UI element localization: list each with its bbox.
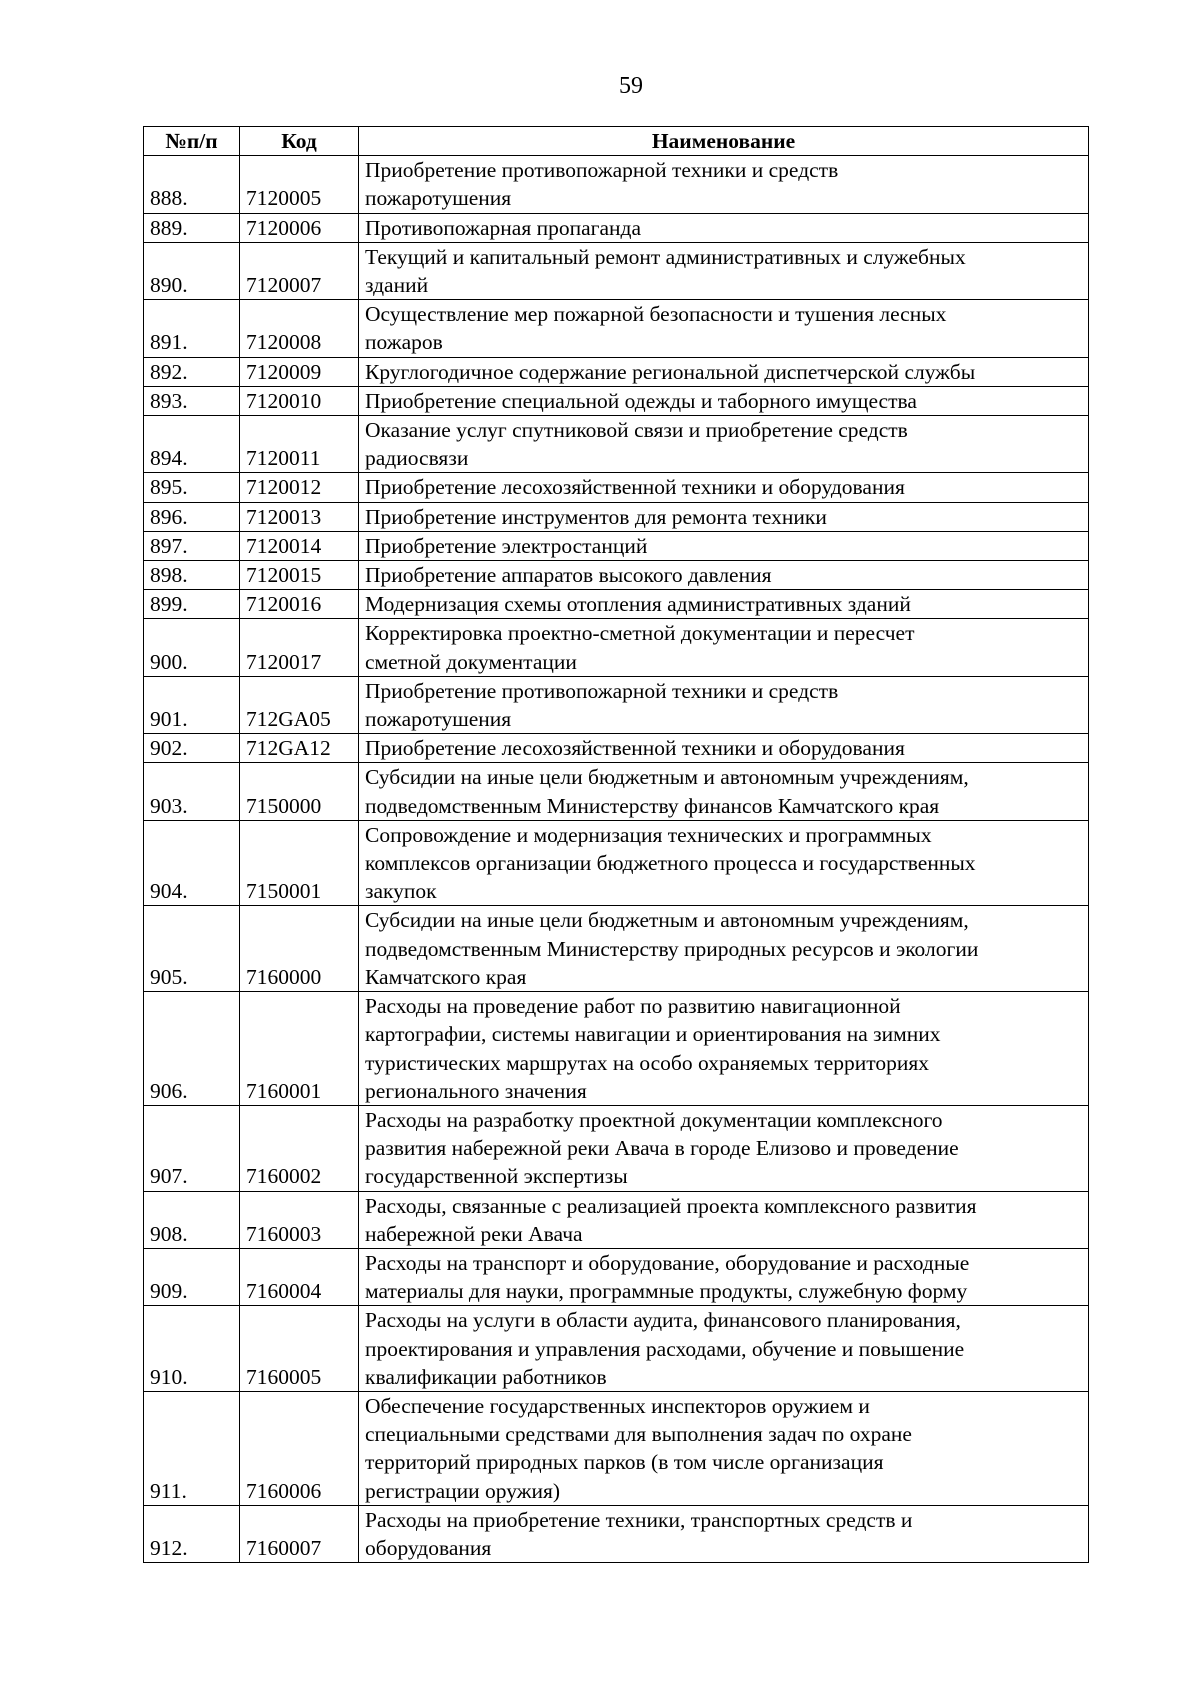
row-number: 889. <box>144 213 240 242</box>
row-name-line: сметной документации <box>365 649 577 674</box>
table-header-row <box>144 127 1089 156</box>
row-name <box>359 820 1089 906</box>
row-name-line: Текущий и капитальный ремонт административных и служебных <box>365 244 966 269</box>
row-name-line: Оказание услуг спутниковой связи и приобретение средств <box>365 418 908 443</box>
row-number: 909. <box>144 1248 240 1305</box>
budget-codes-table <box>143 126 1089 1563</box>
table-body <box>144 156 1089 1563</box>
row-name-line: Корректировка проектно-сметной документации и пересчет <box>365 621 915 646</box>
row-name <box>359 213 1089 242</box>
table-row <box>144 242 1089 299</box>
table-row <box>144 676 1089 733</box>
row-code: 7160001 <box>240 992 359 1106</box>
row-name-line: пожаров <box>365 330 443 355</box>
row-code: 7160003 <box>240 1191 359 1248</box>
row-code: 7160004 <box>240 1248 359 1305</box>
row-name-line: специальными средствами для выполнения задач по охране <box>365 1422 912 1447</box>
row-name-line: Расходы на транспорт и оборудование, оборудование и расходные <box>365 1250 970 1275</box>
row-name <box>359 561 1089 590</box>
row-number: 897. <box>144 531 240 560</box>
row-code: 7120009 <box>240 357 359 386</box>
row-code: 7120006 <box>240 213 359 242</box>
row-name-line: материалы для науки, программные продукты, служебную форму <box>365 1279 968 1304</box>
table-row <box>144 763 1089 820</box>
row-name-line: Приобретение противопожарной техники и средств <box>365 678 839 703</box>
row-code: 7160000 <box>240 906 359 992</box>
table-row <box>144 386 1089 415</box>
row-name-line: регионального значения <box>365 1078 587 1103</box>
row-number: 907. <box>144 1105 240 1191</box>
row-name-line: картографии, системы навигации и ориентирования на зимних <box>365 1022 941 1047</box>
row-name <box>359 300 1089 357</box>
row-name <box>359 1391 1089 1505</box>
row-code: 7120014 <box>240 531 359 560</box>
row-name <box>359 473 1089 502</box>
row-number: 890. <box>144 242 240 299</box>
row-number: 900. <box>144 619 240 676</box>
table-row <box>144 734 1089 763</box>
row-code: 7120010 <box>240 386 359 415</box>
row-code: 7120012 <box>240 473 359 502</box>
row-number: 888. <box>144 156 240 213</box>
row-name-line: Расходы на услуги в области аудита, финансового планирования, <box>365 1308 961 1333</box>
row-name-line: квалификации работников <box>365 1364 607 1389</box>
row-name-line: Расходы на приобретение техники, транспортных средств и <box>365 1507 913 1532</box>
row-number: 912. <box>144 1505 240 1562</box>
row-name-line: развития набережной реки Авача в городе Елизово и проведение <box>365 1136 959 1161</box>
row-code: 7120011 <box>240 416 359 473</box>
row-code: 7120015 <box>240 561 359 590</box>
row-code: 7150001 <box>240 820 359 906</box>
row-name <box>359 242 1089 299</box>
row-name-line: регистрации оружия) <box>365 1478 561 1503</box>
row-name-line: Субсидии на иные цели бюджетным и автономным учреждениям, <box>365 908 969 933</box>
table-row <box>144 1391 1089 1505</box>
row-name-line: зданий <box>365 273 429 298</box>
row-number: 904. <box>144 820 240 906</box>
row-code: 7160006 <box>240 1391 359 1505</box>
row-name-line: Приобретение специальной одежды и таборного имущества <box>365 388 917 413</box>
table-row <box>144 561 1089 590</box>
row-number: 895. <box>144 473 240 502</box>
row-number: 906. <box>144 992 240 1106</box>
row-name-line: Приобретение лесохозяйственной техники и оборудования <box>365 736 905 761</box>
table-row <box>144 992 1089 1106</box>
row-code: 7160005 <box>240 1306 359 1392</box>
row-name-line: Расходы на проведение работ по развитию навигационной <box>365 994 901 1019</box>
row-name-line: пожаротушения <box>365 707 512 732</box>
row-number: 908. <box>144 1191 240 1248</box>
row-name-line: Субсидии на иные цели бюджетным и автономным учреждениям, <box>365 765 969 790</box>
row-number: 910. <box>144 1306 240 1392</box>
table-row <box>144 1191 1089 1248</box>
row-name-line: проектирования и управления расходами, обучение и повышение <box>365 1336 965 1361</box>
row-name-line: комплексов организации бюджетного процесса и государственных <box>365 851 976 876</box>
row-name-line: Осуществление мер пожарной безопасности и тушения лесных <box>365 302 947 327</box>
table-row <box>144 1306 1089 1392</box>
row-code: 7160002 <box>240 1105 359 1191</box>
row-number: 905. <box>144 906 240 992</box>
row-name <box>359 763 1089 820</box>
row-number: 899. <box>144 590 240 619</box>
header-number: №п/п <box>144 127 240 156</box>
table-row <box>144 1248 1089 1305</box>
row-name-line: подведомственным Министерству финансов Камчатского края <box>365 793 940 818</box>
row-name-line: радиосвязи <box>365 446 469 471</box>
row-name-line: закупок <box>365 879 437 904</box>
table-row <box>144 213 1089 242</box>
row-number: 898. <box>144 561 240 590</box>
row-code: 712GA12 <box>240 734 359 763</box>
row-code: 7150000 <box>240 763 359 820</box>
table-row <box>144 1505 1089 1562</box>
row-name-line: Круглогодичное содержание региональной диспетчерской службы <box>365 359 976 384</box>
row-name <box>359 416 1089 473</box>
row-name-line: подведомственным Министерству природных ресурсов и экологии <box>365 936 979 961</box>
row-name <box>359 156 1089 213</box>
row-name-line: набережной реки Авача <box>365 1221 583 1246</box>
row-name-line: Приобретение электростанций <box>365 533 648 558</box>
row-code: 7120017 <box>240 619 359 676</box>
row-number: 891. <box>144 300 240 357</box>
table-row <box>144 590 1089 619</box>
row-name-line: оборудования <box>365 1535 492 1560</box>
page-number: 59 <box>619 73 643 99</box>
row-code: 712GA05 <box>240 676 359 733</box>
table-row <box>144 357 1089 386</box>
row-number: 901. <box>144 676 240 733</box>
row-name-line: Модернизация схемы отопления административных зданий <box>365 592 911 617</box>
table-row <box>144 820 1089 906</box>
row-name <box>359 1191 1089 1248</box>
row-name-line: государственной экспертизы <box>365 1164 628 1189</box>
row-name-line: Противопожарная пропаганда <box>365 215 641 240</box>
table-row <box>144 156 1089 213</box>
row-name-line: территорий природных парков (в том числе организация <box>365 1450 884 1475</box>
row-number: 894. <box>144 416 240 473</box>
row-name <box>359 1248 1089 1305</box>
row-name <box>359 676 1089 733</box>
row-code: 7120008 <box>240 300 359 357</box>
row-code: 7160007 <box>240 1505 359 1562</box>
row-number: 896. <box>144 502 240 531</box>
row-code: 7120016 <box>240 590 359 619</box>
table-row <box>144 416 1089 473</box>
row-name-line: Камчатского края <box>365 964 527 989</box>
row-name <box>359 502 1089 531</box>
table-row <box>144 906 1089 992</box>
row-code: 7120013 <box>240 502 359 531</box>
table-row <box>144 473 1089 502</box>
row-name-line: Сопровождение и модернизация технических и программных <box>365 822 932 847</box>
row-name <box>359 906 1089 992</box>
row-name-line: Обеспечение государственных инспекторов оружием и <box>365 1393 870 1418</box>
row-name-line: пожаротушения <box>365 186 512 211</box>
row-number: 903. <box>144 763 240 820</box>
row-name <box>359 1505 1089 1562</box>
row-name-line: Приобретение аппаратов высокого давления <box>365 563 772 588</box>
table-row <box>144 300 1089 357</box>
row-name <box>359 531 1089 560</box>
row-name-line: Расходы на разработку проектной документации комплексного <box>365 1107 943 1132</box>
row-number: 902. <box>144 734 240 763</box>
table-row <box>144 619 1089 676</box>
row-name <box>359 734 1089 763</box>
row-name <box>359 1105 1089 1191</box>
table-row <box>144 1105 1089 1191</box>
row-name-line: Приобретение инструментов для ремонта техники <box>365 504 827 529</box>
table-row <box>144 531 1089 560</box>
row-name <box>359 386 1089 415</box>
header-code: Код <box>240 127 359 156</box>
row-name-line: туристических маршрутах на особо охраняемых территориях <box>365 1050 930 1075</box>
row-name-line: Приобретение лесохозяйственной техники и оборудования <box>365 475 905 500</box>
row-name <box>359 619 1089 676</box>
row-name-line: Расходы, связанные с реализацией проекта комплексного развития <box>365 1193 977 1218</box>
row-number: 892. <box>144 357 240 386</box>
table-row <box>144 502 1089 531</box>
row-name <box>359 1306 1089 1392</box>
row-name <box>359 590 1089 619</box>
row-code: 7120007 <box>240 242 359 299</box>
row-name-line: Приобретение противопожарной техники и средств <box>365 158 839 183</box>
row-code: 7120005 <box>240 156 359 213</box>
row-number: 911. <box>144 1391 240 1505</box>
row-name <box>359 992 1089 1106</box>
row-number: 893. <box>144 386 240 415</box>
row-name <box>359 357 1089 386</box>
header-name: Наименование <box>359 127 1089 156</box>
